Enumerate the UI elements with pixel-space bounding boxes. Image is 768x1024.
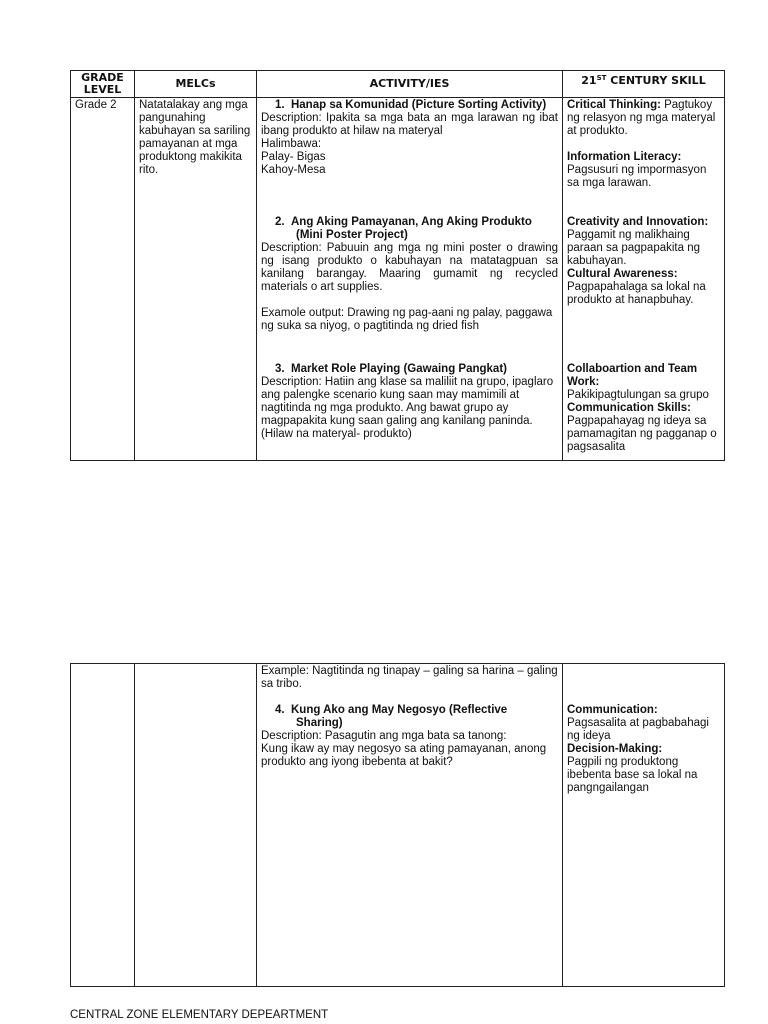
activity-4 (261, 704, 558, 769)
footer-department: CENTRAL ZONE ELEMENTARY DEPEARTMENT (70, 1009, 329, 1021)
melc-text: Natatalakay ang mga pangunahing kabuhayan sa sariling pamayanan at mga produktong makikita rito. (139, 99, 251, 176)
skills-group-1 (567, 99, 720, 216)
activity-2 (261, 216, 558, 363)
skills-cell (563, 98, 725, 461)
grade-value: Grade 2 (75, 99, 117, 111)
activity-1-example-label: Halimbawa: (261, 138, 322, 150)
example-text: Example: Nagtitinda ng tinapay – galing sa harina – galing sa tribo. (261, 665, 558, 690)
header-row (71, 71, 725, 98)
activity-4-subtitle: Sharing) (296, 717, 343, 729)
activity-4-title: 4. Kung Ako ang May Negosyo (Reflective (275, 704, 508, 716)
activity-4-description-1: Description: Pasagutin ang mga bata sa tanong: (261, 730, 507, 742)
grade-cell-empty (71, 664, 135, 987)
activity-1-example-1: Palay- Bigas (261, 151, 326, 163)
header-melcs: MELCs (135, 71, 257, 98)
communication-skills-text: Pagpapahayag ng ideya sa pamamagitan ng pagganap o pagsasalita (567, 415, 717, 453)
decision-making-text: Pagpili ng produktong ibebenta base sa lokal na pangngailangan (567, 756, 698, 794)
information-literacy-label: Information Literacy: (567, 151, 682, 163)
communication-label: Communication: (567, 704, 658, 716)
skills-group-3 (567, 363, 720, 454)
activity-3 (261, 363, 558, 441)
decision-making-label: Decision-Making: (567, 743, 663, 755)
header-21st-century-skill: 21ST CENTURY SKILL (563, 71, 725, 98)
activity-1-title: 1. Hanap sa Komunidad (Picture Sorting Activity) (275, 99, 547, 111)
melc-cell-empty (135, 664, 257, 987)
collaboration-label: Collaboartion and Team Work: (567, 363, 698, 388)
activity-2-subtitle: (Mini Poster Project) (296, 229, 408, 241)
activity-1-example-2: Kahoy-Mesa (261, 164, 326, 176)
table-row (71, 664, 725, 987)
header-activity: ACTIVITY/IES (257, 71, 563, 98)
skills-group-2 (567, 216, 720, 363)
activity-2-output: Examole output: Drawing ng pag-aani ng palay, paggawa ng suka sa niyog, o pagtitinda ng dried fish (261, 307, 553, 332)
communication-text: Pagsasalita at pagbabahagi ng ideya (567, 717, 709, 742)
information-literacy-text: Pagsusuri ng impormasyon sa mga larawan. (567, 164, 707, 189)
melc-cell (135, 98, 257, 461)
header-grade-level: GRADE LEVEL (71, 71, 135, 98)
grade-cell (71, 98, 135, 461)
activity-1 (261, 99, 558, 216)
creativity-text: Paggamit ng malikhaing paraan sa pagpapakita ng kabuhayan. (567, 229, 700, 267)
lesson-table-page-part-2 (70, 663, 725, 987)
critical-thinking-text: Pagtukoy ng relasyon ng mga materyal at produkto. (567, 99, 716, 137)
table-row (71, 98, 725, 461)
collaboration-text: Pakikipagtulungan sa grupo (567, 389, 709, 401)
activity-cell (257, 664, 563, 987)
activity-4-description-2: Kung ikaw ay may negosyo sa ating pamayanan, anong produkto ang iyong ibebenta at bakit? (261, 743, 547, 768)
activity-3-title: 3. Market Role Playing (Gawaing Pangkat) (275, 363, 507, 375)
cultural-awareness-label: Cultural Awareness: (567, 268, 678, 280)
activity-2-title: 2. Ang Aking Pamayanan, Ang Aking Produkto (275, 216, 532, 228)
cultural-awareness-text: Pagpapahalaga sa lokal na produkto at hanapbuhay. (567, 281, 706, 306)
creativity-label: Creativity and Innovation: (567, 216, 709, 228)
activity-1-description: Description: Ipakita sa mga bata an mga larawan ng ibat ibang produkto at hilaw na materyal (261, 112, 558, 137)
activity-3-description: Description: Hatiin ang klase sa maliliit na grupo, ipaglaro ang palengke scenario kung saan may mamimili at nagtitinda ng mga produkto. Ang bawat grupo ay magpapakita kung saan galing ang kanilang paninda. (Hilaw na materyal- produkto) (261, 376, 554, 440)
communication-skills-label: Communication Skills: (567, 402, 691, 414)
activity-cell (257, 98, 563, 461)
activity-2-description: Description: Pabuuin ang mga ng mini poster o drawing ng isang produkto o kabuhayan na matatagpuan sa kanilang barangay. Maaring gumamit ng recycled materials o art supplies. (261, 242, 558, 293)
lesson-table-page-part-1 (70, 70, 725, 461)
skills-cell (563, 664, 725, 987)
critical-thinking-label: Critical Thinking: (567, 99, 661, 111)
